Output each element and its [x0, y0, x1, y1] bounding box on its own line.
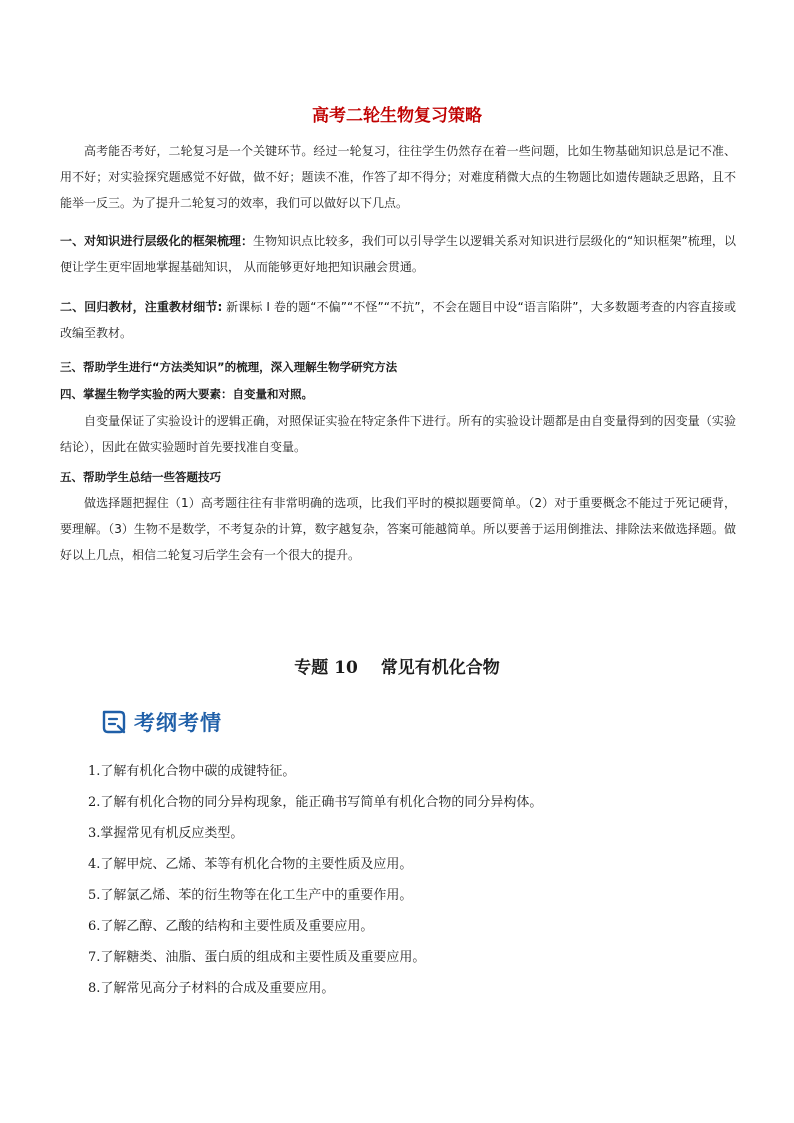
point-4-heading: 四、掌握生物学实验的两大要素：自变量和对照。 [60, 387, 313, 401]
page-title: 高考二轮生物复习策略 [312, 106, 482, 126]
list-item: 5.了解氯乙烯、苯的衍生物等在化工生产中的重要作用。 [88, 888, 413, 903]
outline-list [88, 756, 728, 1004]
list-item: 4.了解甲烷、乙烯、苯等有机化合物的主要性质及应用。 [88, 857, 413, 872]
point-4-body: 自变量保证了实验设计的逻辑正确，对照保证实验在特定条件下进行。所有的实验设计题都是由自变量得到的因变量（实验结论），因此在做实验题时首先要找准自变量。 [60, 414, 736, 454]
point-1-heading: 一、对知识进行层级化的框架梳理： [60, 234, 254, 248]
list-item: 3.掌握常见有机反应类型。 [88, 826, 244, 841]
point-3-heading: 三、帮助学生进行“方法类知识”的梳理，深入理解生物学研究方法 [60, 360, 398, 374]
point-2-body: 新课标 I 卷的题“不偏”“不怪”“不抗”，不会在题目中设“语言陷阱”，大多数题考查的内容直接或改编至教材。 [60, 300, 736, 340]
point-1-body: 生物知识点比较多，我们可以引导学生以逻辑关系对知识进行层级化的“知识框架”梳理，以便让学生更牢固地掌握基础知识， 从而能够更好地把知识融会贯通。 [60, 234, 736, 274]
point-1 [60, 228, 736, 280]
topic-title: 专题 10 常见有机化合物 [294, 658, 500, 678]
section-label: 考纲考情 [134, 711, 222, 735]
list-item: 6.了解乙醇、乙酸的结构和主要性质及重要应用。 [88, 919, 374, 934]
list-item: 8.了解常见高分子材料的合成及重要应用。 [88, 981, 335, 996]
point-5-heading: 五、帮助学生总结一些答题技巧 [60, 470, 221, 484]
point-2-heading: 二、回归教材，注重教材细节: [60, 300, 223, 314]
list-item: 2.了解有机化合物的同分异构现象，能正确书写简单有机化合物的同分异构体。 [88, 795, 543, 810]
point-2 [60, 294, 736, 346]
section-header [100, 704, 222, 740]
list-item: 7.了解糖类、油脂、蛋白质的组成和主要性质及重要应用。 [88, 950, 426, 965]
document-list-icon [100, 708, 128, 736]
list-item: 1.了解有机化合物中碳的成键特征。 [88, 764, 296, 779]
point-5-body: 做选择题把握住（1）高考题往往有非常明确的选项，比我们平时的模拟题要简单。（2）对于重要概念不能过于死记硬背，要理解。（3）生物不是数学，不考复杂的计算，数字越复杂，答案可能越简单。所以要善于运用倒推法、排除法来做选择题。做好以上几点，相信二轮复习后学生会有一个很大的提升。 [60, 496, 736, 562]
intro-paragraph: 高考能否考好，二轮复习是一个关键环节。经过一轮复习，往往学生仍然存在着一些问题，比如生物基础知识总是记不准、用不好；对实验探究题感觉不好做，做不好；题读不准，作答了却不得分；对难度稍微大点的生物题比如遗传题缺乏思路，且不能举一反三。为了提升二轮复习的效率，我们可以做好以下几点。 [60, 144, 736, 210]
